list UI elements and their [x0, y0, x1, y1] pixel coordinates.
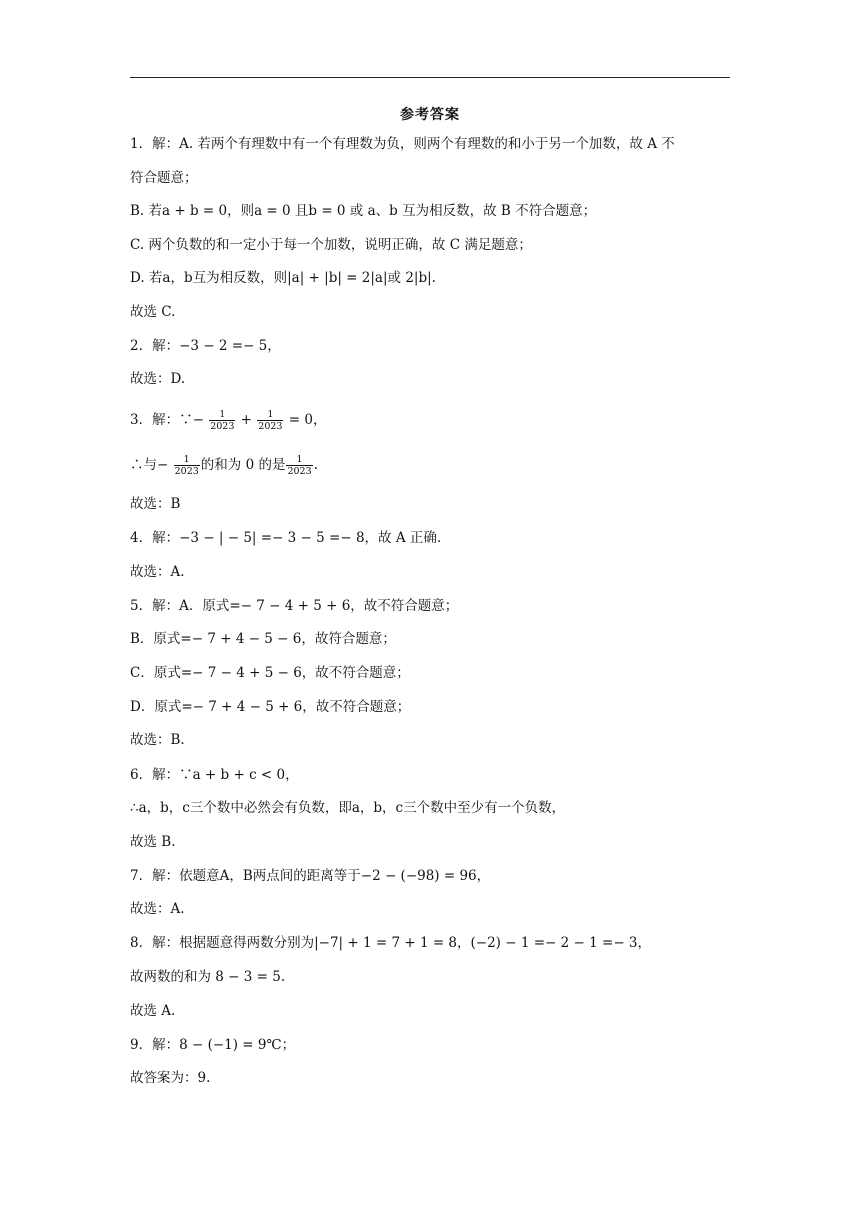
answer-1-conclusion: 故选 C. — [130, 304, 176, 320]
fraction: $\frac{1}{2023}$ — [210, 409, 235, 432]
answer-1-line-d: C. 两个负数的和一定小于每一个加数，说明正确，故 C 满足题意； — [130, 237, 532, 253]
answer-3-conclusion: 故选：B — [130, 496, 181, 512]
answer-7-conclusion: 故选：A. — [130, 901, 185, 917]
fraction: $\frac{1}{2023}$ — [174, 454, 199, 477]
answer-6-line-b: ∴a，b，c三个数中必然会有负数，即a，b，c三个数中至少有一个负数， — [130, 800, 566, 816]
answer-2-line: 2．解：−3 − 2 =− 5， — [130, 338, 281, 354]
answer-6-conclusion: 故选 B. — [130, 834, 176, 850]
answer-1-line-c: B. 若a + b = 0，则a = 0 且b = 0 或 a、b 互为相反数，故 B 不符合题意； — [130, 203, 597, 219]
fraction: $\frac{1}{2023}$ — [287, 454, 312, 477]
answer-3-line-b: ∴与− $\frac{1}{2023}$ 的和为 0 的是 $\frac{1}{2023}$ . — [130, 454, 318, 477]
answer-8-conclusion: 故选 A. — [130, 1003, 176, 1019]
answer-4-line: 4．解：−3 − | − 5| =− 3 − 5 =− 8，故 A 正确. — [130, 530, 442, 546]
answer-5-line-c: C．原式=− 7 − 4 + 5 − 6，故不符合题意； — [130, 665, 410, 681]
answer-1-line-b: 符合题意； — [130, 170, 198, 186]
answer-5-line-d: D．原式=− 7 + 4 − 5 + 6，故不符合题意； — [130, 699, 411, 715]
fraction: $\frac{1}{2023}$ — [258, 409, 283, 432]
answer-8-line-b: 故两数的和为 8 − 3 = 5. — [130, 969, 286, 985]
answer-6-line-a: 6．解：∵a + b + c < 0， — [130, 767, 299, 783]
answer-4-conclusion: 故选：A. — [130, 564, 185, 580]
page-title: 参考答案 — [400, 107, 460, 123]
answer-5-line-b: B．原式=− 7 + 4 − 5 − 6，故符合题意； — [130, 631, 396, 647]
answer-9-conclusion: 故答案为：9. — [130, 1070, 211, 1086]
answer-9-line: 9．解：8 − (−1) = 9℃； — [130, 1037, 296, 1053]
answer-2-conclusion: 故选：D. — [130, 371, 186, 387]
answer-1-line-a: 1．解：A. 若两个有理数中有一个有理数为负，则两个有理数的和小于另一个加数，故 A 不 — [130, 136, 675, 152]
answer-3-line-a: 3．解：∵− $\frac{1}{2023}$ + $\frac{1}{2023}$ = 0， — [130, 409, 327, 432]
answer-5-line-a: 5．解：A．原式=− 7 − 4 + 5 + 6，故不符合题意； — [130, 598, 459, 614]
answer-8-line-a: 8．解：根据题意得两数分别为|−7| + 1 = 7 + 1 = 8，(−2) − 1 =− 2 − 1 =− 3， — [130, 935, 652, 951]
header-rule — [130, 77, 730, 78]
answer-7-line: 7．解：依题意A，B两点间的距离等于−2 − (−98) = 96， — [130, 868, 491, 884]
answer-1-line-e: D. 若a，b互为相反数，则|a| + |b| = 2|a|或 2|b|. — [130, 270, 436, 286]
answer-5-conclusion: 故选：B. — [130, 732, 185, 748]
